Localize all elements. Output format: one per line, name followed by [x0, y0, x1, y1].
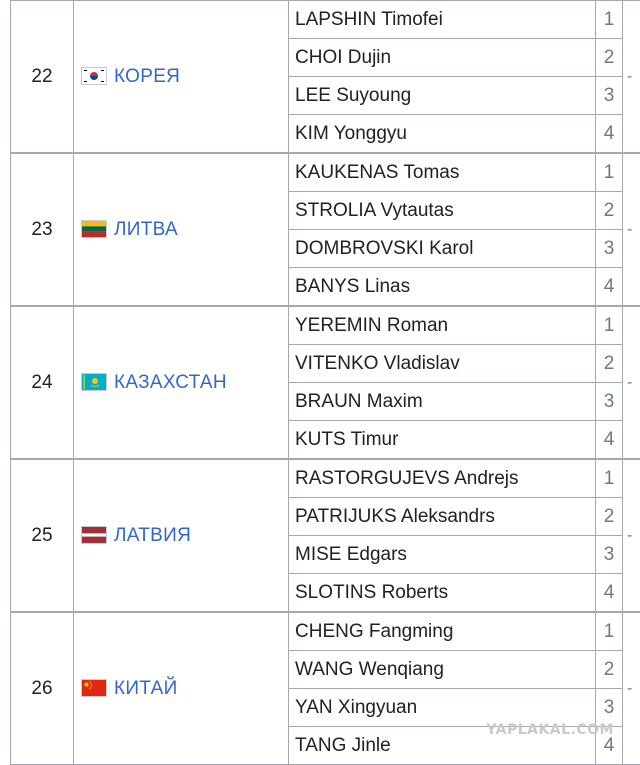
china-flag-icon	[82, 680, 106, 696]
team-result-cell: -	[623, 1, 640, 154]
country-link[interactable]: КАЗАХСТАН	[114, 372, 227, 393]
team-country	[74, 306, 289, 459]
team-country	[74, 153, 289, 306]
athlete-order-number: 3	[596, 230, 623, 268]
athlete-name: YAN Xingyuan	[289, 689, 596, 727]
team-country	[74, 1, 289, 154]
athlete-order-number: 4	[596, 574, 623, 613]
team-rank: 25	[11, 459, 74, 612]
athlete-name: PATRIJUKS Aleksandrs	[289, 498, 596, 536]
athlete-order-number: 4	[596, 268, 623, 307]
table-row	[11, 306, 640, 345]
team-rank: 22	[11, 1, 74, 154]
table-row	[11, 1, 640, 39]
team-country	[74, 459, 289, 612]
athlete-order-number: 3	[596, 536, 623, 574]
team-rank: 24	[11, 306, 74, 459]
athlete-order-number: 3	[596, 77, 623, 115]
athlete-name: BANYS Linas	[289, 268, 596, 307]
athlete-order-number: 2	[596, 192, 623, 230]
athlete-order-number: 3	[596, 689, 623, 727]
athlete-name: BRAUN Maxim	[289, 383, 596, 421]
athlete-name: LEE Suyoung	[289, 77, 596, 115]
team-result-cell: -	[623, 612, 640, 765]
country-link[interactable]: КИТАЙ	[114, 678, 178, 699]
athlete-name: CHENG Fangming	[289, 612, 596, 651]
athlete-name: CHOI Dujin	[289, 39, 596, 77]
athlete-order-number: 3	[596, 383, 623, 421]
athlete-order-number: 1	[596, 153, 623, 192]
athlete-order-number: 1	[596, 612, 623, 651]
team-result-cell: -	[623, 153, 640, 306]
team-rank: 23	[11, 153, 74, 306]
team-result-cell: -	[623, 459, 640, 612]
table-row	[11, 459, 640, 498]
athlete-name: YEREMIN Roman	[289, 306, 596, 345]
watermark: YAPLAKAL.COM	[486, 722, 614, 738]
athlete-name: WANG Wenqiang	[289, 651, 596, 689]
team-result-cell: -	[623, 306, 640, 459]
athlete-order-number: 4	[596, 421, 623, 460]
athlete-order-number: 2	[596, 651, 623, 689]
athlete-name: RASTORGUJEVS Andrejs	[289, 459, 596, 498]
lithuania-flag-icon	[82, 221, 106, 237]
athlete-order-number: 4	[596, 115, 623, 154]
athlete-name: KAUKENAS Tomas	[289, 153, 596, 192]
athlete-name: TANG Jinle	[289, 727, 596, 765]
latvia-flag-icon	[82, 527, 106, 543]
south-korea-flag-icon	[82, 68, 106, 84]
athlete-name: STROLIA Vytautas	[289, 192, 596, 230]
team-rank: 26	[11, 612, 74, 765]
country-link[interactable]: ЛИТВА	[114, 219, 178, 240]
athlete-name: KIM Yonggyu	[289, 115, 596, 154]
team-country	[74, 612, 289, 765]
results-table	[10, 0, 640, 765]
athlete-name: SLOTINS Roberts	[289, 574, 596, 613]
athlete-order-number: 4	[596, 727, 623, 765]
athlete-order-number: 1	[596, 1, 623, 39]
results-table-body	[11, 1, 640, 765]
kazakhstan-flag-icon	[82, 374, 106, 390]
country-link[interactable]: КОРЕЯ	[114, 66, 180, 87]
country-link[interactable]: ЛАТВИЯ	[114, 525, 191, 546]
athlete-name: LAPSHIN Timofei	[289, 1, 596, 39]
athlete-order-number: 2	[596, 498, 623, 536]
athlete-name: DOMBROVSKI Karol	[289, 230, 596, 268]
athlete-order-number: 1	[596, 459, 623, 498]
athlete-name: VITENKO Vladislav	[289, 345, 596, 383]
table-row	[11, 612, 640, 651]
athlete-order-number: 2	[596, 39, 623, 77]
athlete-order-number: 1	[596, 306, 623, 345]
athlete-order-number: 2	[596, 345, 623, 383]
athlete-name: KUTS Timur	[289, 421, 596, 460]
table-row	[11, 153, 640, 192]
athlete-name: MISE Edgars	[289, 536, 596, 574]
